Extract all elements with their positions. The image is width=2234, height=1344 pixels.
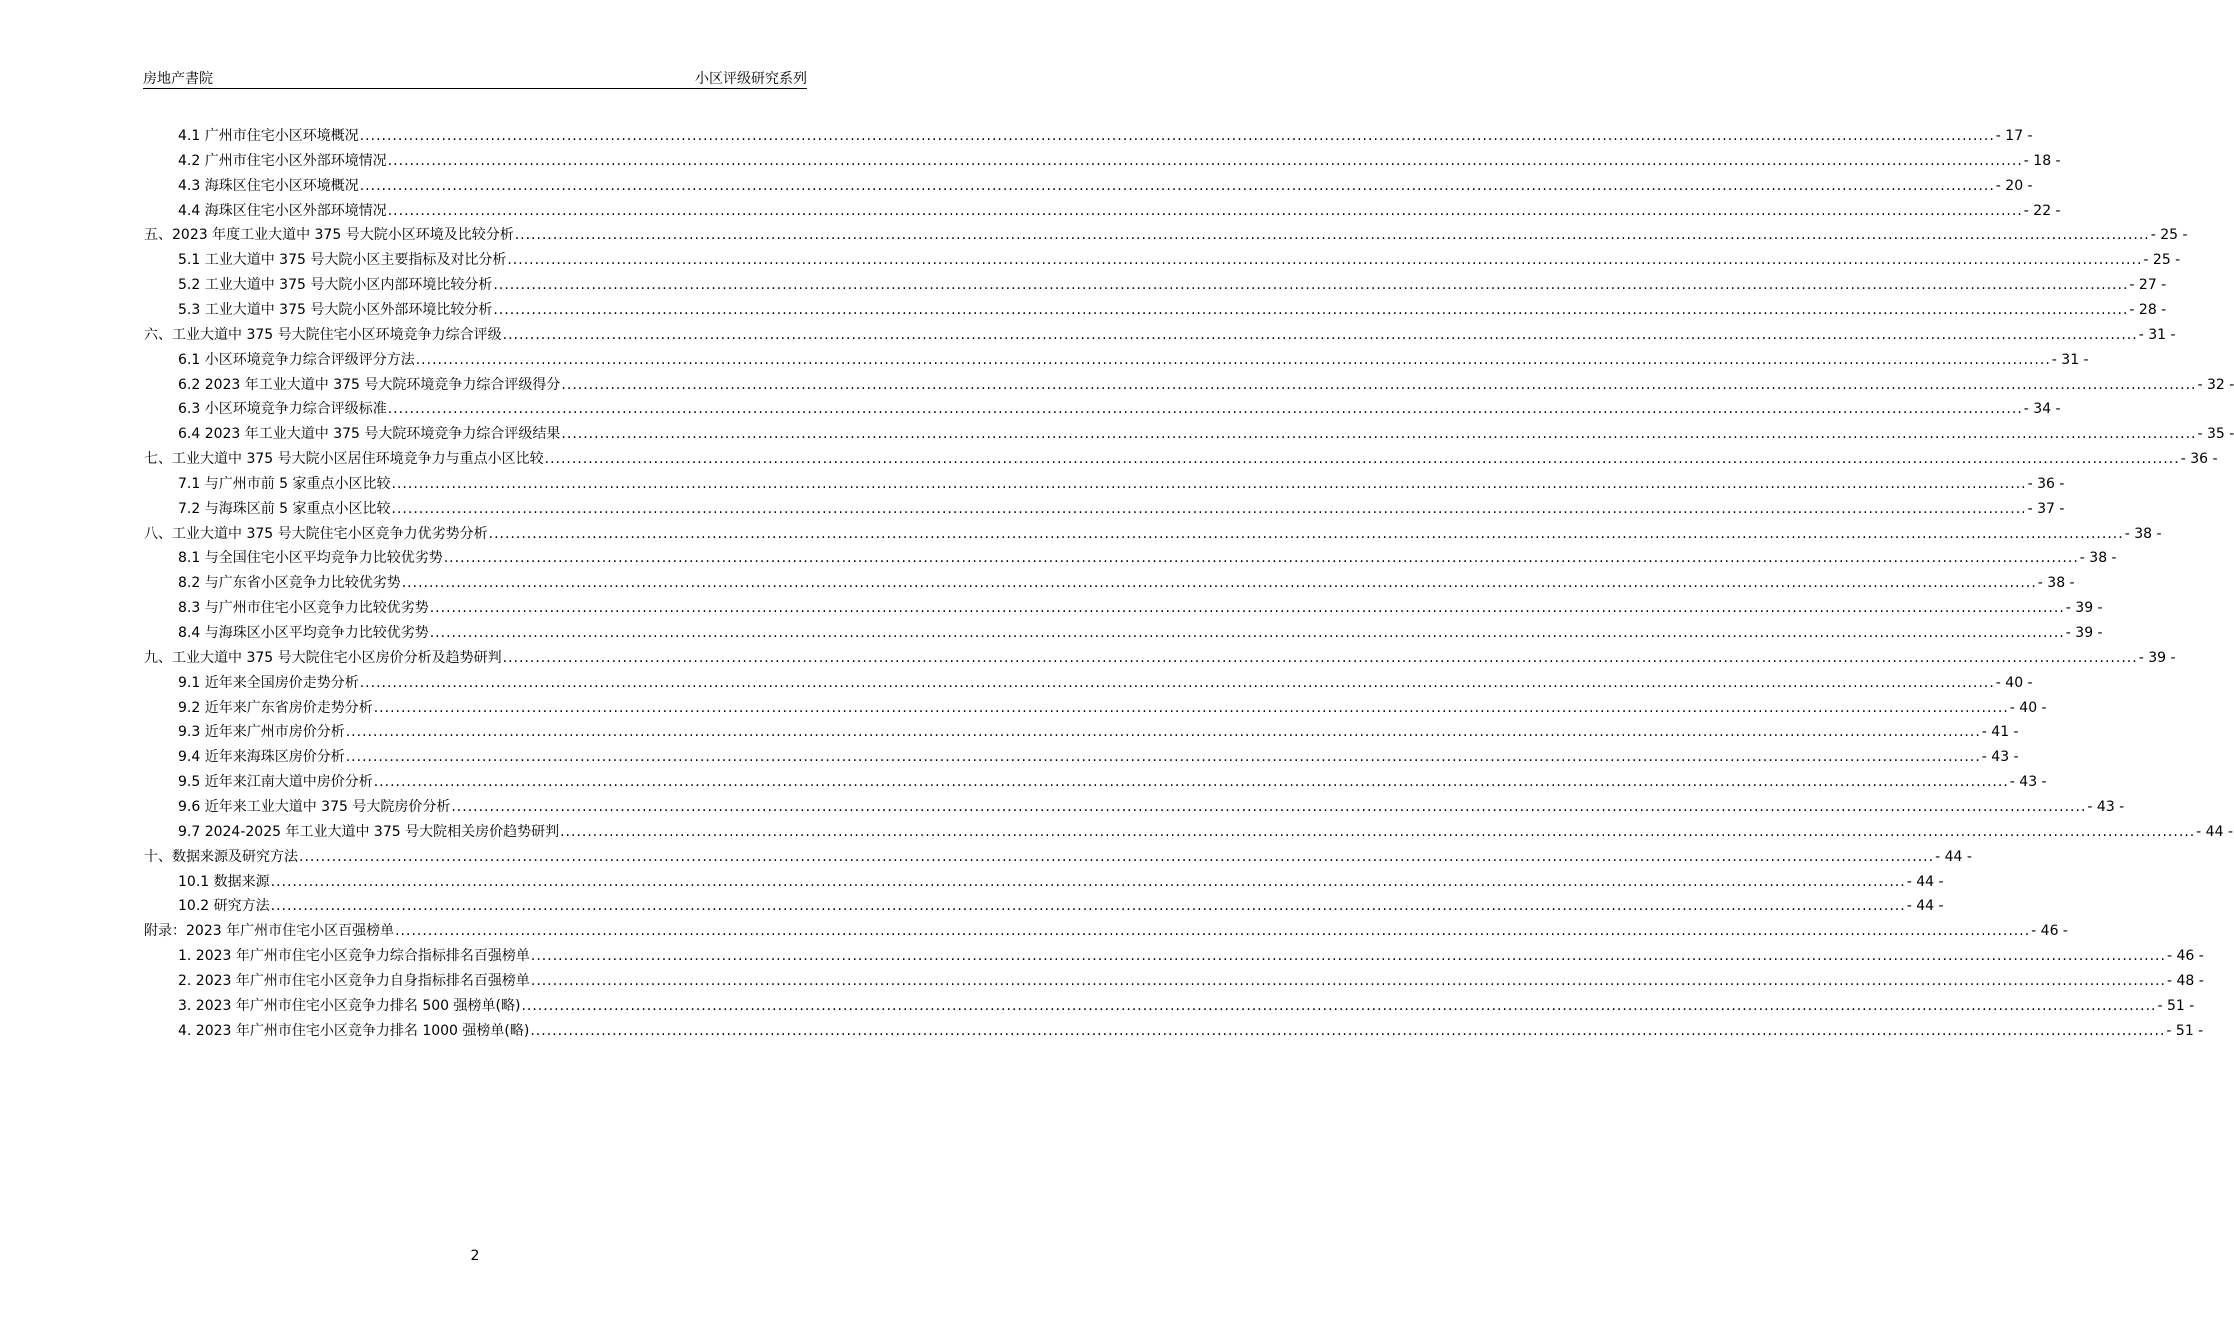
toc-entry-page: - 40 - [1995,674,2033,691]
toc-leader-dots: ............................................................................................................................................................................................................................................................................................................ [401,575,2037,592]
toc-entry-page: - 44 - [2196,823,2233,840]
toc-leader-dots: ............................................................................................................................................................................................................................................................................................................ [544,451,2180,468]
toc-entry[interactable] [144,324,2176,346]
toc-entry[interactable] [178,970,2204,992]
toc-leader-dots: ............................................................................................................................................................................................................................................................................................................ [345,749,1981,766]
toc-leader-dots: ............................................................................................................................................................................................................................................................................................................ [502,649,2138,666]
toc-entry[interactable] [178,274,2167,296]
toc-entry-page: - 43 - [2009,774,2047,791]
toc-entry-title: 4.4 海珠区住宅小区外部环境情况 [178,202,387,219]
toc-entry[interactable] [144,920,2068,942]
toc-entry[interactable] [178,871,1944,893]
toc-entry[interactable] [178,1020,2204,1042]
toc-entry-page: - 38 - [2079,550,2117,567]
toc-entry-page: - 32 - [2197,376,2234,393]
toc-entry[interactable] [144,523,2162,545]
toc-leader-dots: ............................................................................................................................................................................................................................................................................................................ [514,227,2150,244]
toc-entry-title: 8.4 与海珠区小区平均竞争力比较优劣势 [178,625,429,641]
toc-entry-title: 7.2 与海珠区前 5 家重点小区比较 [178,500,391,517]
toc-entry[interactable] [144,647,2176,669]
toc-entry-page: - 36 - [2027,475,2065,492]
toc-entry-page: - 51 - [2157,997,2195,1014]
toc-entry-title: 9.2 近年来广东省房价走势分析 [178,699,373,716]
toc-entry[interactable] [178,597,2103,619]
page-number: 2 [470,1248,480,1264]
toc-entry[interactable] [144,224,2188,246]
toc-entry[interactable] [178,746,2019,768]
toc-entry-page: - 43 - [2087,798,2125,815]
toc-entry-title: 9.5 近年来江南大道中房价分析 [178,774,373,791]
toc-entry-page: - 38 - [2037,575,2075,592]
toc-entry-page: - 22 - [2023,202,2061,219]
toc-leader-dots: ............................................................................................................................................................................................................................................................................................................ [521,997,2157,1014]
toc-entry[interactable] [178,821,2233,843]
toc-entry-title: 5.3 工业大道中 375 号大院小区外部环境比较分析 [178,301,493,318]
toc-entry-title: 六、工业大道中 375 号大院住宅小区环境竞争力综合评级 [144,326,502,343]
toc-entry-title: 七、工业大道中 375 号大院小区居住环境竞争力与重点小区比较 [144,451,544,468]
toc-leader-dots: ............................................................................................................................................................................................................................................................................................................ [429,625,2065,641]
toc-leader-dots: ............................................................................................................................................................................................................................................................................................................ [451,798,2087,815]
toc-leader-dots: ............................................................................................................................................................................................................................................................................................................ [359,674,1995,691]
toc-entry[interactable] [178,175,2033,197]
toc-entry-title: 6.2 2023 年工业大道中 375 号大院环境竞争力综合评级得分 [178,376,561,393]
toc-entry-title: 10.2 研究方法 [178,898,270,915]
toc-entry[interactable] [178,423,2234,445]
toc-leader-dots: ............................................................................................................................................................................................................................................................................................................ [493,277,2129,294]
toc-entry[interactable] [178,697,2047,719]
toc-entry-page: - 31 - [2051,351,2089,368]
toc-entry-page: - 28 - [2129,301,2167,318]
toc-entry[interactable] [178,771,2047,793]
toc-entry[interactable] [178,349,2089,371]
toc-leader-dots: ............................................................................................................................................................................................................................................................................................................ [560,823,2196,840]
toc-entry-title: 九、工业大道中 375 号大院住宅小区房价分析及趋势研判 [144,649,502,666]
toc-entry-page: - 34 - [2023,401,2061,418]
toc-entry-page: - 18 - [2023,152,2061,169]
toc-entry-title: 9.4 近年来海珠区房价分析 [178,749,345,766]
toc-entry-title: 7.1 与广州市前 5 家重点小区比较 [178,475,391,492]
toc-leader-dots: ............................................................................................................................................................................................................................................................................................................ [359,177,1995,194]
toc-entry-page: - 20 - [1995,177,2033,194]
toc-entry[interactable] [144,448,2218,470]
toc-entry-page: - 27 - [2129,277,2167,294]
toc-entry-title: 8.2 与广东省小区竞争力比较优劣势 [178,575,401,592]
toc-entry[interactable] [178,398,2061,420]
toc-entry-title: 6.1 小区环境竞争力综合评级评分方法 [178,351,415,368]
toc-entry[interactable] [144,846,1972,868]
toc-leader-dots: ............................................................................................................................................................................................................................................................................................................ [345,724,1981,741]
toc-entry-page: - 25 - [2150,227,2188,244]
toc-entry-page: - 39 - [2065,625,2103,641]
toc-entry-page: - 31 - [2138,326,2176,343]
toc-entry[interactable] [178,945,2204,967]
toc-leader-dots: ............................................................................................................................................................................................................................................................................................................ [561,376,2197,393]
toc-entry[interactable] [178,547,2117,569]
toc-leader-dots: ............................................................................................................................................................................................................................................................................................................ [530,1022,2166,1039]
toc-entry-title: 6.3 小区环境竞争力综合评级标准 [178,401,387,418]
toc-leader-dots: ............................................................................................................................................................................................................................................................................................................ [415,351,2051,368]
toc-entry-title: 9.3 近年来广州市房价分析 [178,724,345,741]
toc-entry-page: - 46 - [2166,948,2204,965]
toc-leader-dots: ............................................................................................................................................................................................................................................................................................................ [507,252,2143,269]
toc-entry[interactable] [178,374,2234,396]
toc-entry-title: 3. 2023 年广州市住宅小区竞争力排名 500 强榜单(略) [178,997,521,1014]
toc-entry[interactable] [178,150,2061,172]
toc-entry-page: - 17 - [1995,128,2033,144]
toc-entry-title: 十、数据来源及研究方法 [144,848,298,865]
toc-entry[interactable] [178,299,2167,321]
toc-entry-page: - 35 - [2197,426,2234,443]
toc-entry[interactable] [178,249,2181,271]
toc-entry-page: - 46 - [2031,923,2068,940]
toc-entry-title: 2. 2023 年广州市住宅小区竞争力自身指标排名百强榜单 [178,972,530,989]
toc-entry-page: - 39 - [2065,600,2103,617]
toc-entry[interactable] [178,473,2065,495]
toc-leader-dots: ............................................................................................................................................................................................................................................................................................................ [299,848,1935,865]
toc-leader-dots: ............................................................................................................................................................................................................................................................................................................ [443,550,2079,567]
toc-entry-title: 9.7 2024-2025 年工业大道中 375 号大院相关房价趋势研判 [178,823,560,840]
toc-entry-page: - 48 - [2166,972,2204,989]
toc-entry-page: - 41 - [1981,724,2019,741]
toc-leader-dots: ............................................................................................................................................................................................................................................................................................................ [373,699,2009,716]
toc-entry-page: - 44 - [1906,898,1944,915]
toc-entry-title: 五、2023 年度工业大道中 375 号大院小区环境及比较分析 [144,227,514,244]
toc-leader-dots: ............................................................................................................................................................................................................................................................................................................ [530,948,2166,965]
toc-entry-title: 4.3 海珠区住宅小区环境概况 [178,177,359,194]
toc-leader-dots: ............................................................................................................................................................................................................................................................................................................ [391,475,2027,492]
toc-entry-title: 8.1 与全国住宅小区平均竞争力比较优劣势 [178,550,443,567]
toc-leader-dots: ............................................................................................................................................................................................................................................................................................................ [387,202,2023,219]
toc-leader-dots: ............................................................................................................................................................................................................................................................................................................ [270,898,1906,915]
toc-leader-dots: ............................................................................................................................................................................................................................................................................................................ [561,426,2197,443]
toc-entry-page: - 40 - [2009,699,2047,716]
page-header [143,64,807,89]
toc-entry[interactable] [178,995,2195,1017]
toc-entry-title: 1. 2023 年广州市住宅小区竞争力综合指标排名百强榜单 [178,948,530,965]
toc-entry-page: - 44 - [1906,873,1944,890]
toc-leader-dots: ............................................................................................................................................................................................................................................................................................................ [387,401,2023,418]
toc-entry-page: - 25 - [2143,252,2181,269]
toc-entry-title: 八、工业大道中 375 号大院住宅小区竞争力优劣势分析 [144,525,488,542]
toc-leader-dots: ............................................................................................................................................................................................................................................................................................................ [395,923,2031,940]
toc-entry[interactable] [178,125,2033,147]
toc-entry-title: 5.2 工业大道中 375 号大院小区内部环境比较分析 [178,277,493,294]
toc-entry[interactable] [178,796,2125,818]
toc-entry[interactable] [178,622,2103,644]
toc-entry[interactable] [178,895,1944,917]
toc-entry-title: 4.1 广州市住宅小区环境概况 [178,128,359,144]
toc-entry-page: - 51 - [2166,1022,2204,1039]
toc-leader-dots: ............................................................................................................................................................................................................................................................................................................ [488,525,2124,542]
toc-leader-dots: ............................................................................................................................................................................................................................................................................................................ [493,301,2129,318]
toc-leader-dots: ............................................................................................................................................................................................................................................................................................................ [373,774,2009,791]
toc-entry[interactable] [178,200,2061,222]
toc-entry-title: 8.3 与广州市住宅小区竞争力比较优劣势 [178,600,429,617]
toc-entry[interactable] [178,721,2019,743]
toc-entry-page: - 37 - [2027,500,2065,517]
toc-leader-dots: ............................................................................................................................................................................................................................................................................................................ [530,972,2166,989]
toc-entry[interactable] [178,572,2075,594]
toc-entry-page: - 43 - [1981,749,2019,766]
header-right: 小区评级研究系列 [695,71,807,87]
toc-entry-title: 5.1 工业大道中 375 号大院小区主要指标及对比分析 [178,252,507,269]
toc-leader-dots: ............................................................................................................................................................................................................................................................................................................ [387,152,2023,169]
toc-entry-title: 6.4 2023 年工业大道中 375 号大院环境竞争力综合评级结果 [178,426,561,443]
toc-entry-title: 10.1 数据来源 [178,873,270,890]
toc-entry[interactable] [178,498,2065,520]
toc-leader-dots: ............................................................................................................................................................................................................................................................................................................ [391,500,2027,517]
toc-entry-title: 4. 2023 年广州市住宅小区竞争力排名 1000 强榜单(略) [178,1022,530,1039]
toc-entry-page: - 36 - [2180,451,2218,468]
toc-entry-page: - 44 - [1935,848,1972,865]
toc-entry-page: - 38 - [2124,525,2162,542]
toc-leader-dots: ............................................................................................................................................................................................................................................................................................................ [429,600,2065,617]
toc-leader-dots: ............................................................................................................................................................................................................................................................................................................ [270,873,1906,890]
toc-entry-page: - 39 - [2138,649,2176,666]
toc-entry-title: 附录：2023 年广州市住宅小区百强榜单 [144,923,395,940]
toc-leader-dots: ............................................................................................................................................................................................................................................................................................................ [502,326,2138,343]
header-left: 房地产書院 [143,71,213,87]
toc-entry-title: 9.1 近年来全国房价走势分析 [178,674,359,691]
toc-entry[interactable] [178,672,2033,694]
toc-entry-title: 4.2 广州市住宅小区外部环境情况 [178,152,387,169]
toc-leader-dots: ............................................................................................................................................................................................................................................................................................................ [359,128,1995,144]
toc-entry-title: 9.6 近年来工业大道中 375 号大院房价分析 [178,798,451,815]
